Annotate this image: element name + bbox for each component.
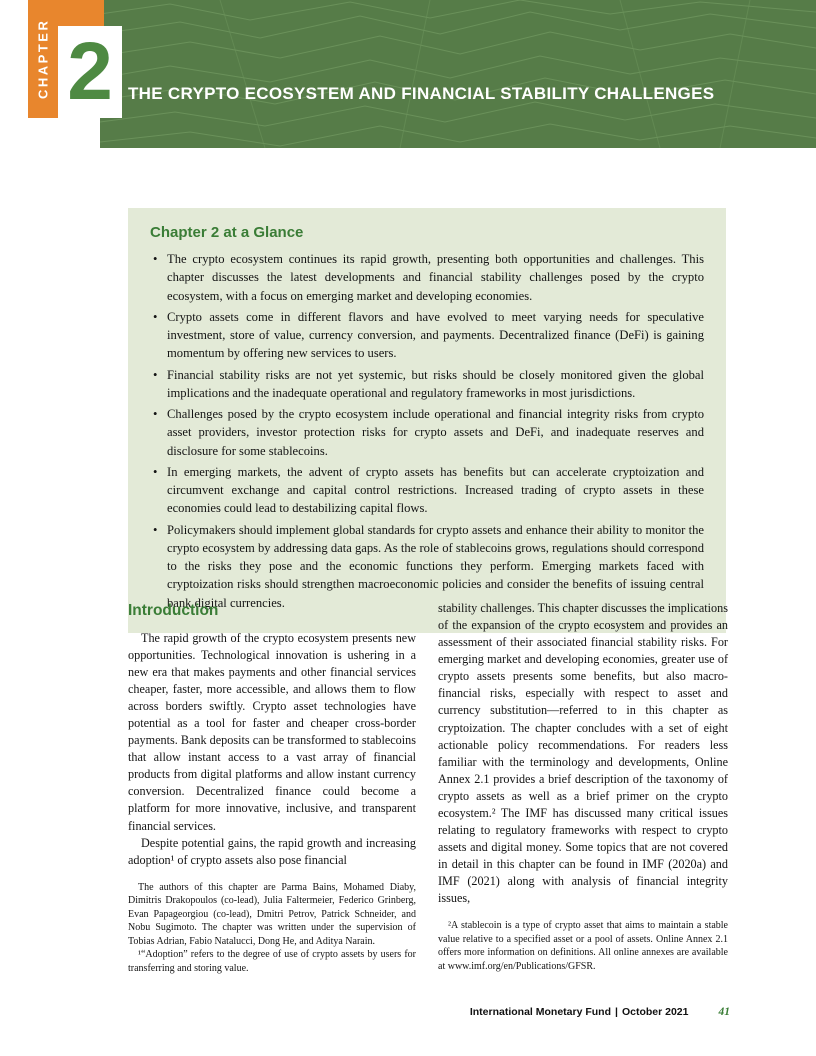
footer-date: October 2021 xyxy=(621,1006,689,1018)
glance-bullet-text: In emerging markets, the advent of crypto assets has benefits but can accelerate cryptoization and circumvent exchange and capital control restrictions. Increased trading of crypto assets in these economies could lead to destabilizing capital flows. xyxy=(167,464,704,516)
left-column xyxy=(128,600,416,975)
chapter-label: CHAPTER xyxy=(35,18,51,100)
footer-publisher: International Monetary Fund xyxy=(469,1006,611,1018)
right-column xyxy=(438,600,728,973)
glance-bullet-3 xyxy=(150,366,704,403)
right-column-paragraph: stability challenges. This chapter discusses the implications of the expansion of the crypto ecosystem and provides an assessment of their associated financial stability risks. For emerging market and developing economies, greater use of crypto assets presents some benefits, but also macro-financial risks, especially with respect to asset and currency substitution—referred to in this chapter as cryptoization. The chapter concludes with a set of eight actionable policy recommendations. For readers less familiar with the terminology and developments, Online Annex 2.1 provides a brief description of the taxonomy of crypto assets as well as a brief primer on the crypto ecosystem.² The IMF has discussed many critical issues relating to regulatory frameworks with respect to crypto assets and digital money. Some topics that are not covered in detail in this chapter can be found in IMF (2020a) and IMF (2021) along with analysis of financial integrity issues, xyxy=(438,601,728,906)
glance-bullet-1 xyxy=(150,250,704,305)
glance-bullet-5 xyxy=(150,463,704,518)
chapter-banner xyxy=(100,0,816,148)
glance-box xyxy=(128,208,726,633)
glance-heading: Chapter 2 at a Glance xyxy=(150,224,304,241)
glance-bullet-text: Crypto assets come in different flavors and have evolved to meet varying needs for speculative investment, store of value, currency conversion, and payments. Decentralized finance (DeFi) is gaining momentum by offering new services to users. xyxy=(167,309,704,361)
glance-bullet-text: Policymakers should implement global standards for crypto assets and enhance their ability to monitor the crypto ecosystem by addressing data gaps. As the role of stablecoins grows, regulations should correspond to the risks they pose and the economic functions they perform. Emerging markets faced with cryptoization risks should strengthen macroeconomic policies and consider the benefits of issuing central bank digital currencies. xyxy=(167,522,704,610)
footnote-2: ²A stablecoin is a type of crypto asset that aims to maintain a stable value relative to a specified asset or a pool of assets. Online Annex 2.1 offers more information on definitions. All online annexes are available at www.imf.org/en/Publications/GFSR. xyxy=(438,920,728,972)
chapter-title: THE CRYPTO ECOSYSTEM AND FINANCIAL STABILITY CHALLENGES xyxy=(128,84,715,103)
glance-bullet-text: The crypto ecosystem continues its rapid growth, presenting both opportunities and challenges. This chapter discusses the latest developments and financial stability challenges posed by the crypto ecosystem, with a focus on emerging market and developing economies. xyxy=(167,252,704,303)
intro-paragraph-1: The rapid growth of the crypto ecosystem presents new opportunities. Technological innovation is ushering in a new era that makes payments and other financial services cheaper, faster, more accessible, and allows them to flow across borders swiftly. Crypto asset technologies have potential as a tool for faster and cheaper cross-border payments. Bank deposits can be transformed to stablecoins that allow instant access to a vast array of financial products from digital platforms and allow instant currency conversion. Decentralized finance could become a platform for more innovative, inclusive, and transparent financial services. xyxy=(128,630,416,833)
footer-separator: | xyxy=(615,1006,618,1018)
glance-bullet-4 xyxy=(150,405,704,460)
page-footer xyxy=(400,1006,730,1018)
glance-bullet-text: Challenges posed by the crypto ecosystem include operational and financial integrity risks from crypto asset providers, investor protection risks for crypto assets and DeFi, and inadequate reserves and disclosure for some stablecoins. xyxy=(167,407,704,458)
chapter-number: 2 xyxy=(67,26,113,118)
glance-bullet-text: Financial stability risks are not yet systemic, but risks should be closely monitored given the global implications and the inadequate operational and regulatory frameworks in most jurisdictions. xyxy=(167,367,704,400)
introduction-heading: Introduction xyxy=(128,602,219,619)
left-footnotes xyxy=(128,881,416,976)
glance-bullet-list xyxy=(150,250,704,612)
footnote-1: ¹“Adoption” refers to the degree of use of crypto assets by users for transferring and storing value. xyxy=(128,949,416,974)
glance-bullet-6 xyxy=(150,521,704,612)
topographic-pattern-icon xyxy=(100,0,816,148)
footnote-authors: The authors of this chapter are Parma Bains, Mohamed Diaby, Dimitris Drakopoulos (co-lead), Julia Faltermeier, Federico Grinberg, Evan Papageorgiou (co-lead), Dmitri Petrov, Patrick Schneider, and Nobu Sugimoto. The chapter was written under the supervision of Tobias Adrian, Fabio Natalucci, Dong He, and Aditya Narain. xyxy=(128,881,416,947)
glance-bullet-2 xyxy=(150,308,704,363)
intro-paragraph-2: Despite potential gains, the rapid growth and increasing adoption¹ of crypto assets also pose financial xyxy=(128,835,416,867)
page-number: 41 xyxy=(718,1006,730,1018)
chapter-number-box xyxy=(58,26,122,118)
right-footnotes xyxy=(438,919,728,973)
